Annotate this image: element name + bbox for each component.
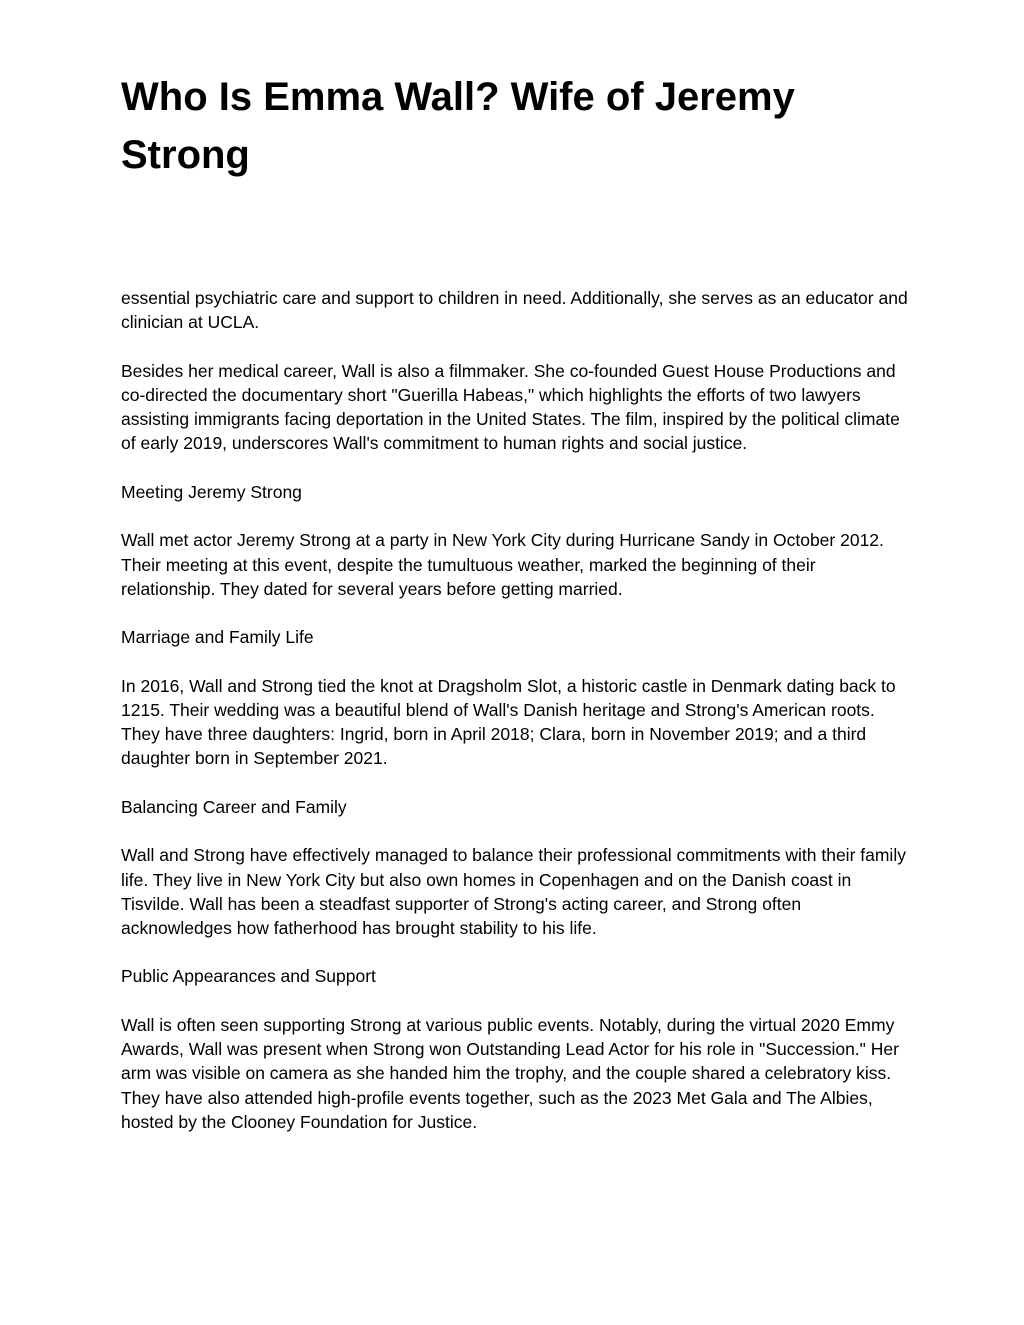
page-title: Who Is Emma Wall? Wife of Jeremy Strong <box>121 75 795 177</box>
section-heading-public: Public Appearances and Support <box>121 966 376 987</box>
paragraph-meeting: Wall met actor Jeremy Strong at a party in New York City during Hurricane Sandy in October 2012. Their meeting at this event, despite the tumultuous weather, marked the beginning of their relationship. They dated for several years before getting married. <box>121 530 884 599</box>
paragraph-filmmaker: Besides her medical career, Wall is also a filmmaker. She co-founded Guest House Productions and co-directed the documentary short "Guerilla Habeas," which highlights the efforts of two lawyers assisting immigrants facing deportation in the United States. The film, inspired by the political climate of early 2019, underscores Wall's commitment to human rights and social justice. <box>121 360 900 454</box>
paragraph-balancing: Wall and Strong have effectively managed to balance their professional commitments with their family life. They live in New York City but also own homes in Copenhagen and on the Danish coast in Tisvilde. Wall has been a steadfast supporter of Strong's acting career, and Strong often acknowledges how fatherhood has brought stability to his life. <box>121 845 906 938</box>
section-heading-balancing: Balancing Career and Family <box>121 796 347 817</box>
paragraph-intro-continuation: essential psychiatric care and support to children in need. Additionally, she serves as an educator and clinician at UCLA. <box>121 288 908 333</box>
paragraph-public: Wall is often seen supporting Strong at various public events. Notably, during the virtual 2020 Emmy Awards, Wall was present when Strong won Outstanding Lead Actor for his role in "Succession." Her arm was visible on camera as she handed him the trophy, and the couple shared a celebratory kiss. They have also attended high-profile events together, such as the 2023 Met Gala and The Albies, hosted by the Clooney Foundation for Justice. <box>121 1014 899 1132</box>
article-body <box>121 286 911 1158</box>
section-heading-meeting: Meeting Jeremy Strong <box>121 481 302 502</box>
section-heading-marriage: Marriage and Family Life <box>121 627 314 648</box>
paragraph-marriage: In 2016, Wall and Strong tied the knot at Dragsholm Slot, a historic castle in Denmark dating back to 1215. Their wedding was a beautiful blend of Wall's Danish heritage and Strong's American roots. They have three daughters: Ingrid, born in April 2018; Clara, born in November 2019; and a third daughter born in September 2021. <box>121 675 896 769</box>
